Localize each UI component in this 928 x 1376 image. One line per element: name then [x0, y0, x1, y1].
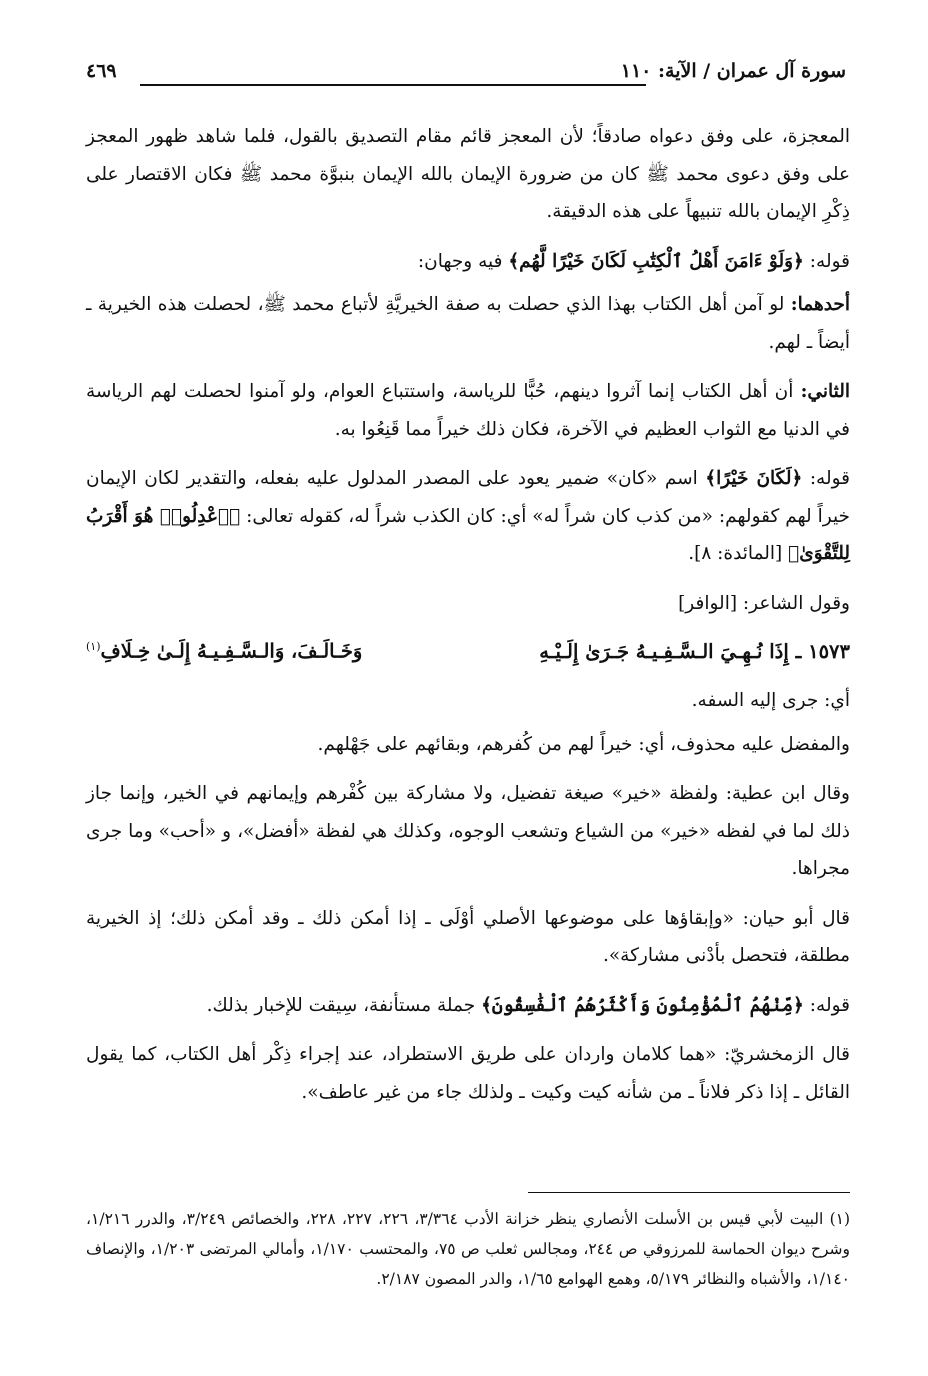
header-rule [140, 84, 646, 86]
first-aspect-label: أحدهما: [790, 294, 850, 315]
footnote-marker: (١) [86, 640, 101, 653]
paragraph-first-aspect [86, 286, 850, 361]
paragraph-text: فيه وجهان: [417, 250, 503, 272]
footnote-divider [528, 1192, 850, 1193]
paragraph-minhum [86, 987, 850, 1025]
poetry-verse [86, 628, 850, 670]
paragraph-second-aspect [86, 373, 850, 448]
quran-quote: ﴿لَكَانَ خَيْرًا﴾ [705, 468, 803, 489]
page-number: ٤٦٩ [86, 60, 117, 82]
paragraph-text: أن أهل الكتاب إنما آثروا دينهم، حُبًّا للرياسة، واستتباع العوام، ولو آمنوا لحصلت لهم الرياسة في الدنيا مع الثواب العظيم في الآخرة، فكان ذلك خيراً مما قَنِعُوا به. [86, 381, 850, 440]
quran-reference: [المائدة: ٨]. [688, 543, 783, 564]
paragraph-text: جملة مستأنفة، سِيقت للإخبار بذلك. [206, 994, 476, 1016]
paragraph-text: لو آمن أهل الكتاب بهذا الذي حصلت به صفة الخيريَّةِ لأتباع محمد ﷺ، لحصلت هذه الخيرية ـ أيضاً ـ لهم. [86, 294, 850, 353]
footnote-1: (١) البيت لأبي قيس بن الأسلت الأنصاري ينظر خزانة الأدب ٣/٣٦٤، ٢٢٦، ٢٢٧، ٢٢٨، والخصائص ٣/٢٤٩، والدرر ١/٢١٦، وشرح ديوان الحماسة للمرزوقي ص ٢٤٤، ومجالس ثعلب ص ٧٥، والمحتسب ١/١٧٠، وأمالي المرتضى ١/٢٠٣، والإنصاف ١/١٤٠، والأشباه والنظائر ٥/١٧٩، وهمع الهوامع ١/٦٥، والدر المصون ٢/١٨٧. [86, 1210, 851, 1288]
verse-second-hemistich-wrap [86, 628, 362, 670]
paragraph-zamakhshari: قال الزمخشريّ: «هما كلامان واردان على طريق الاستطراد، عند إجراء ذِكْر أهل الكتاب، كما يقول القائل ـ إذا ذكر فلاناً ـ من شأنه كيت وكيت ـ ولذلك جاء من غير عاطف». [86, 1044, 850, 1103]
quran-quote: ﴿وَلَوْ ءَامَنَ أَهْلُ ٱلْكِتَٰبِ لَكَانَ خَيْرًا لَّهُم﴾ [508, 250, 804, 272]
quran-quote: ﴿مِّنْهُمُ ٱلْمُؤْمِنُونَ وَأَكْثَرُهُمُ ٱلْفَٰسِقُونَ﴾ [481, 994, 804, 1016]
quran-quote: ﴿ٱعْدِلُوا۟ هُوَ أَقْرَبُ لِلتَّقْوَىٰ﴾ [86, 505, 850, 564]
paragraph-ibn-atiyya: وقال ابن عطية: ولفظة «خير» صيغة تفضيل، ولا مشاركة بين كُفْرهم وإيمانهم في الخير، وإنما جاز ذلك لما في لفظه «خير» من الشياع وتشعب الوجوه، وكذلك هي لفظة «أفضل»، و «أحب» وما جرى مجراها. [86, 783, 850, 879]
page-header [86, 58, 846, 98]
surah-title: سورة آل عمران / الآية: ١١٠ [620, 60, 846, 82]
paragraph-mufaddal: والمفضل عليه محذوف، أي: خيراً لهم من كُفرهم، وبقائهم على جَهْلهم. [317, 733, 850, 755]
paragraph-kana-khayran [86, 460, 850, 573]
paragraph-poet-intro: وقول الشاعر: [الوافر] [678, 592, 850, 614]
paragraph-safah: أي: جرى إليه السفه. [691, 690, 850, 711]
qawluhu-label: قوله: [809, 994, 850, 1016]
paragraph-abu-hayyan: قال أبو حيان: «وإبقاؤها على موضوعها الأصلي أوْلَى ـ إذا أمكن ذلك ـ وقد أمكن ذلك؛ إذ الخيرية مطلقة، فتحصل بأدْنى مشاركة». [86, 907, 850, 966]
footnotes [86, 1204, 850, 1294]
qawluhu-label: قوله: [809, 250, 850, 272]
qawluhu-label: قوله: [809, 468, 851, 489]
verse-first-hemistich: ١٥٧٣ ـ إِذَا نُـهِـيَ الـسَّـفِـيـهُ جَـرَىٰ إِلَـيْـهِ [539, 639, 850, 663]
paragraph-verse-intro [86, 243, 850, 281]
second-aspect-label: الثاني: [800, 381, 850, 402]
paragraph-miracle: المعجزة، على وفق دعواه صادقاً؛ لأن المعجز قائم مقام التصديق بالقول، فلما شاهد ظهور المعجز على وفق دعوى محمد ﷺ كان من ضرورة الإيمان بالله الإيمان بنبوَّة محمد ﷺ فكان الاقتصار على ذِكْرِ الإيمان بالله تنبيهاً على هذه الدقيقة. [86, 126, 850, 222]
verse-second-hemistich: وَخَـالَـفَ، وَالـسَّـفِـيـهُ إِلَـىٰ خِـلَافِ [100, 639, 363, 663]
main-text [86, 118, 850, 1123]
paragraph-text: اسم «كان» ضمير يعود على المصدر المدلول عليه بفعله، والتقدير لكان الإيمان خيراً لهم كقولهم: «من كذب كان شراً له» أي: كان الكذب شراً له، كقوله تعالى: [86, 468, 850, 527]
